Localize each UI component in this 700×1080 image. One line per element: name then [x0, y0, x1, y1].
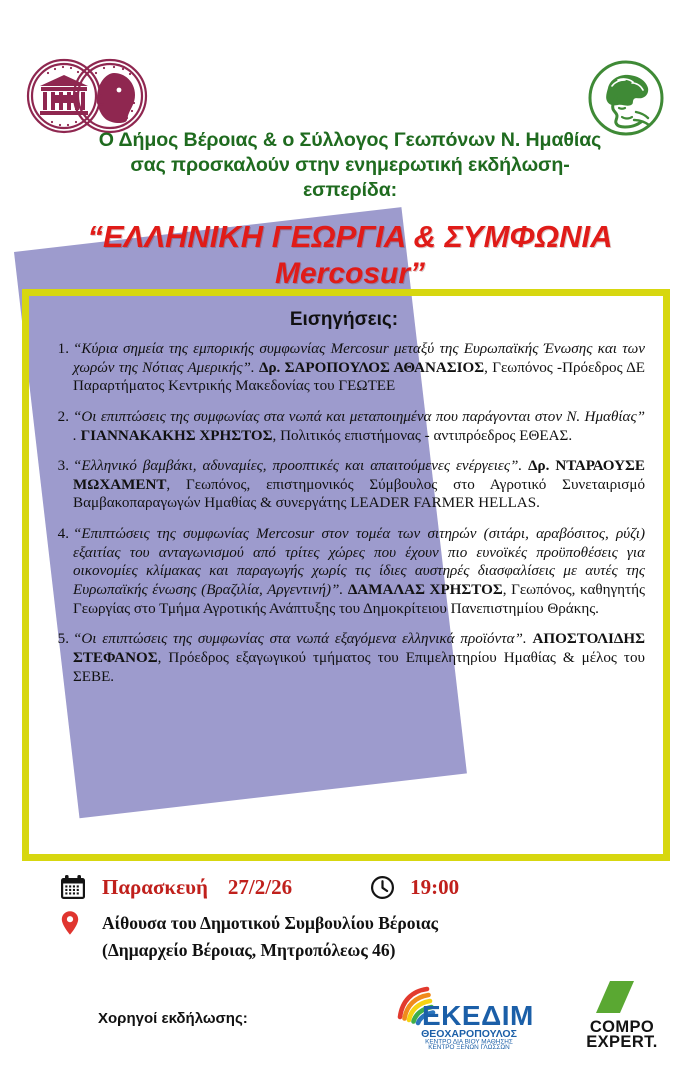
- agronomists-association-logo: [586, 58, 666, 138]
- talk-title: “Επιπτώσεις της συμφωνίας Mercosur στον τομέα των σιτηρών (σιτάρι, αραβόσιτος, ρύζι) εξαιτίας του ανταγωνισμού από τρίτες χώρες που έχουν πιο ευνοϊκές προϋποθέσεις για οικονομίες κλίμακας και παραγωγής χωρίς τις ίδιες αυστηρές διασφαλίσεις με αυτές της Ευρωπαϊκής ένωσης (Βραζιλία, Αργεντινή)”.: [73, 526, 645, 599]
- ekedim-subname: ΘΕΟΧΑΡΟΠΟΥΛΟΣ: [421, 1028, 517, 1040]
- talk-role: , Γεωπόνος, επιστημονικός Σύμβουλος στο Αγροτικό Συνεταιρισμό Βαμβακοπαραγωγών Ημαθίας & συνεργάτης LEADER FARMER HELLAS.: [73, 476, 645, 512]
- talk-title: “Ελληνικό βαμβάκι, αδυναμίες, προοπτικές και απαιτούμενες ενέργειες”.: [73, 458, 523, 475]
- event-date: 27/2/26: [227, 874, 293, 899]
- presentations-list: [43, 340, 645, 686]
- event-details: [60, 872, 660, 964]
- list-item-number: 4.: [57, 526, 69, 543]
- talk-speaker: ΑΠΟΣΤΟΛΙΔΗΣ ΣΤΕΦΑΝΟΣ: [73, 631, 645, 666]
- list-item-number: 3.: [57, 458, 69, 475]
- list-item: [43, 630, 645, 686]
- sponsors-section: [0, 985, 700, 1065]
- event-time-group: [370, 875, 459, 900]
- list-item: [43, 525, 645, 618]
- talk-speaker: Δρ. ΝΤΑΡΑΟΥΣΕ ΜΩΧΑΜΕΝΤ: [73, 458, 645, 493]
- title-line-2: Mercosur”: [274, 256, 426, 290]
- talk-speaker: Δρ. ΣΑΡΟΠΟΥΛΟΣ ΑΘΑΝΑΣΙΟΣ: [259, 359, 485, 376]
- event-day: Παρασκευή: [102, 874, 208, 899]
- programme-frame: [22, 289, 670, 861]
- event-when-row: [60, 872, 660, 902]
- programme-content: [29, 296, 663, 854]
- title-line-1: “ΕΛΛΗΝΙΚΗ ΓΕΩΡΓΙΑ & ΣΥΜΦΩΝΙΑ: [87, 219, 613, 254]
- event-venue: [102, 910, 438, 964]
- list-item: [43, 408, 645, 445]
- list-item-number: 1.: [57, 341, 69, 357]
- ekedim-wordmark: ΕΚΕΔΙΜ: [422, 1000, 534, 1031]
- event-where-row: [60, 910, 660, 964]
- list-item-number: 2.: [57, 408, 69, 425]
- calendar-icon: [60, 874, 86, 900]
- talk-role: , Πολιτικός επιστήμονας - αντιπρόεδρος ΕΘΕΑΣ.: [272, 427, 573, 444]
- section-heading-presentations: Εισηγήσεις:: [289, 309, 399, 330]
- venue-line-2: (Δημαρχείο Βέροιας, Μητροπόλεως 46): [102, 940, 396, 961]
- talk-speaker: ΔΑΜΑΛΑΣ ΧΡΗΣΤΟΣ: [347, 582, 503, 599]
- event-time: 19:00: [410, 874, 460, 899]
- venue-line-1: Αίθουσα του Δημοτικού Συμβουλίου Βέροιας: [102, 913, 439, 933]
- clock-icon: [370, 875, 395, 900]
- ekedim-tagline-2: ΚΕΝΤΡΟ ΞΕΝΩΝ ΓΛΩΣΣΩΝ: [428, 1044, 510, 1049]
- talk-title: “Οι επιπτώσεις της συμφωνίας στα νωπά και μεταποιημένα που παράγονται στον Ν. Ημαθίας” .: [73, 408, 645, 444]
- compo-wordmark-line-2: EXPERT.: [586, 1033, 658, 1051]
- talk-role: , Πρόεδρος εξαγωγικού τμήματος του Επιμελητηρίου Ημαθίας & μέλος του ΣΕΒΕ.: [73, 649, 645, 685]
- page-title: [0, 218, 700, 292]
- talk-role: , Γεωπόνος -Πρόεδρος ΔΕ Παραρτήματος Κεντρικής Μακεδονίας του ΓΕΩΤΕΕ: [73, 359, 645, 395]
- talk-role: , Γεωπόνος, καθηγητής Γεωργίας στο Τμήμα Αγροτικής Ανάπτυξης του Δημοκρίτειου Πανεπιστημίου Θράκης.: [73, 582, 645, 617]
- sponsors-label: Χορηγοί εκδήλωσης:: [98, 1010, 248, 1027]
- ekedim-tagline-1: ΚΕΝΤΡΟ ΔΙΑ ΒΙΟΥ ΜΑΘΗΣΗΣ: [425, 1038, 513, 1046]
- location-pin-icon: [60, 910, 80, 936]
- list-item-number: 5.: [57, 631, 69, 648]
- talk-title: “Κύρια σημεία της εμπορικής συμφωνίας Mercosur μεταξύ της Ευρωπαϊκής Ένωσης και των χωρών της Νότιας Αμερικής”.: [73, 341, 645, 376]
- talk-title: “Οι επιπτώσεις της συμφωνίας στα νωπά εξαγόμενα ελληνικά προϊόντα”.: [73, 631, 527, 648]
- veria-municipality-crest-logo: [22, 55, 150, 137]
- compo-expert-sponsor-logo: [570, 979, 675, 1051]
- talk-speaker: ΓΙΑΝΝΑΚΑΚΗΣ ΧΡΗΣΤΟΣ: [80, 427, 273, 444]
- invitation-line-3: εσπερίδα:: [302, 179, 398, 202]
- list-item: [43, 340, 645, 396]
- ekedim-sponsor-logo: [392, 977, 547, 1049]
- invitation-line-1: Ο Δήμος Βέροιας & ο Σύλλογος Γεωπόνων Ν. Ημαθίας: [98, 129, 602, 151]
- compo-wordmark-line-1: COMPO: [589, 1018, 655, 1036]
- list-item: [43, 457, 645, 513]
- invitation-line-2: σας προσκαλούν στην ενημερωτική εκδήλωση-: [130, 154, 570, 177]
- invitation-header: [0, 128, 700, 203]
